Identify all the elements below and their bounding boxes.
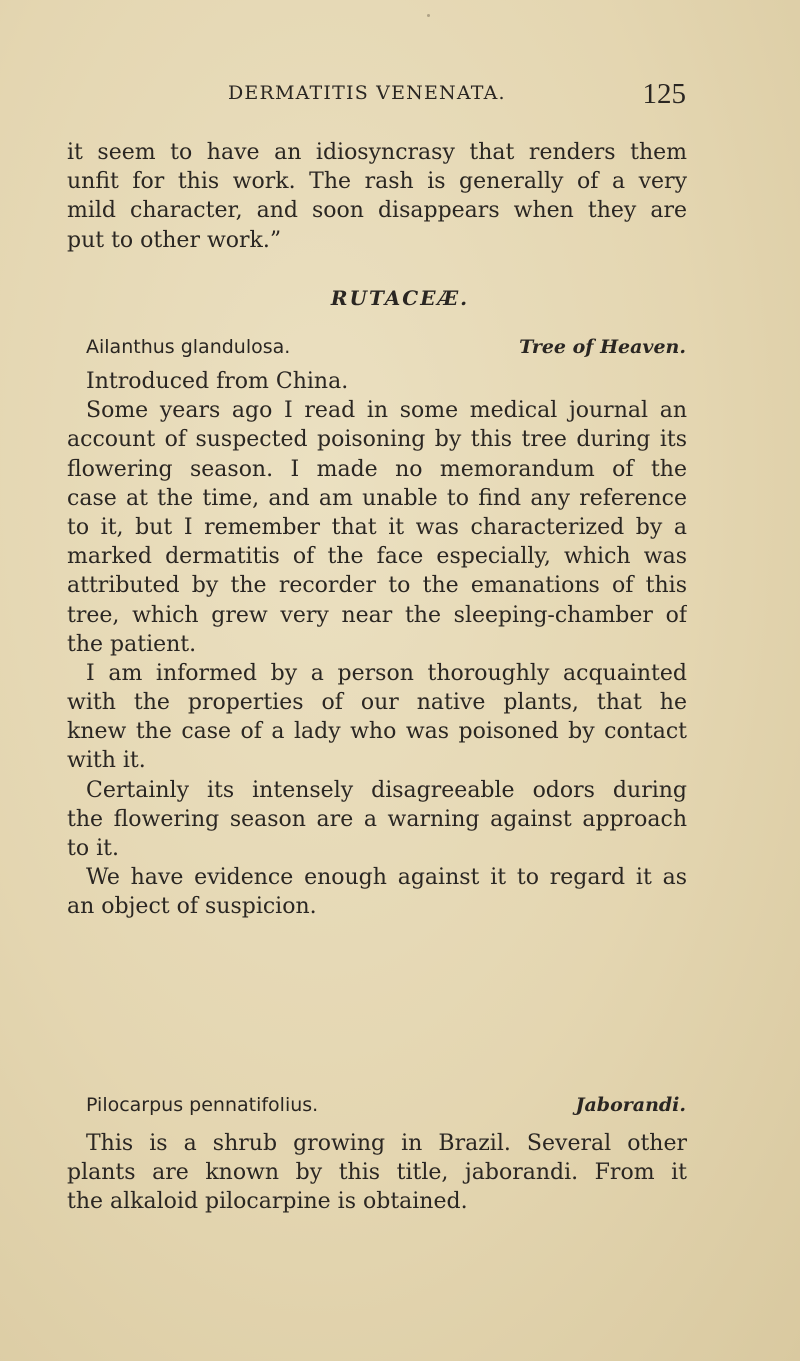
opening-paragraph — [67, 138, 687, 255]
botanical-name: Ailanthus glandulosa. — [86, 336, 291, 358]
text-line: Some years ago I read in some medical journal an — [86, 398, 687, 424]
botanical-name: Pilocarpus pennatifolius. — [86, 1094, 319, 1116]
entry-heading-ailanthus — [86, 336, 686, 364]
text-line: with the properties of our native plants, that he — [67, 690, 687, 716]
page-number: 125 — [642, 78, 686, 110]
text-line: We have evidence enough against it to regard it as — [86, 865, 687, 891]
text-line: it seem to have an idiosyncrasy that renders them — [67, 140, 687, 165]
text-line: tree, which grew very near the sleeping-chamber of — [67, 602, 687, 628]
text-line: This is a shrub growing in Brazil. Several other — [86, 1131, 687, 1156]
text-line: put to other work.” — [67, 227, 282, 253]
text-line: attributed by the recorder to the emanations of this — [67, 573, 687, 599]
text-line: marked dermatitis of the face especially, which was — [67, 544, 687, 570]
text-line: mild character, and soon disappears when they are — [67, 198, 687, 224]
ailanthus-body — [67, 367, 687, 922]
entry-heading-pilocarpus — [86, 1094, 686, 1122]
pilocarpus-body — [67, 1129, 687, 1217]
running-title: DERMATITIS VENENATA. — [228, 82, 506, 104]
text-line: case at the time, and am unable to find any reference — [67, 485, 687, 511]
text-line: with it. — [67, 748, 146, 774]
section-title: RUTACEÆ. — [330, 286, 470, 310]
text-line: unfit for this work. The rash is generally of a very — [67, 169, 687, 195]
text-line: an object of suspicion. — [67, 894, 317, 920]
common-name: Jaborandi. — [575, 1094, 686, 1116]
text-line: I am informed by a person thoroughly acquainted — [86, 660, 687, 686]
text-line: knew the case of a lady who was poisoned by contact — [67, 719, 687, 745]
text-line: to it, but I remember that it was characterized by a — [67, 514, 687, 540]
text-line: account of suspected poisoning by this tree during its — [67, 427, 687, 453]
text-line: the alkaloid pilocarpine is obtained. — [67, 1189, 468, 1215]
text-line: to it. — [67, 836, 119, 861]
text-line: plants are known by this title, jaborandi. From it — [67, 1160, 687, 1186]
paper-spot — [427, 14, 430, 17]
text-line: Certainly its intensely disagreeable odors during — [86, 777, 687, 803]
text-line: flowering season. I made no memorandum of the — [67, 456, 687, 482]
page-header — [228, 78, 686, 112]
text-line: the patient. — [67, 631, 197, 657]
intro-line: Introduced from China. — [86, 369, 349, 394]
common-name: Tree of Heaven. — [519, 336, 686, 358]
text-line: the flowering season are a warning against approach — [67, 806, 687, 832]
